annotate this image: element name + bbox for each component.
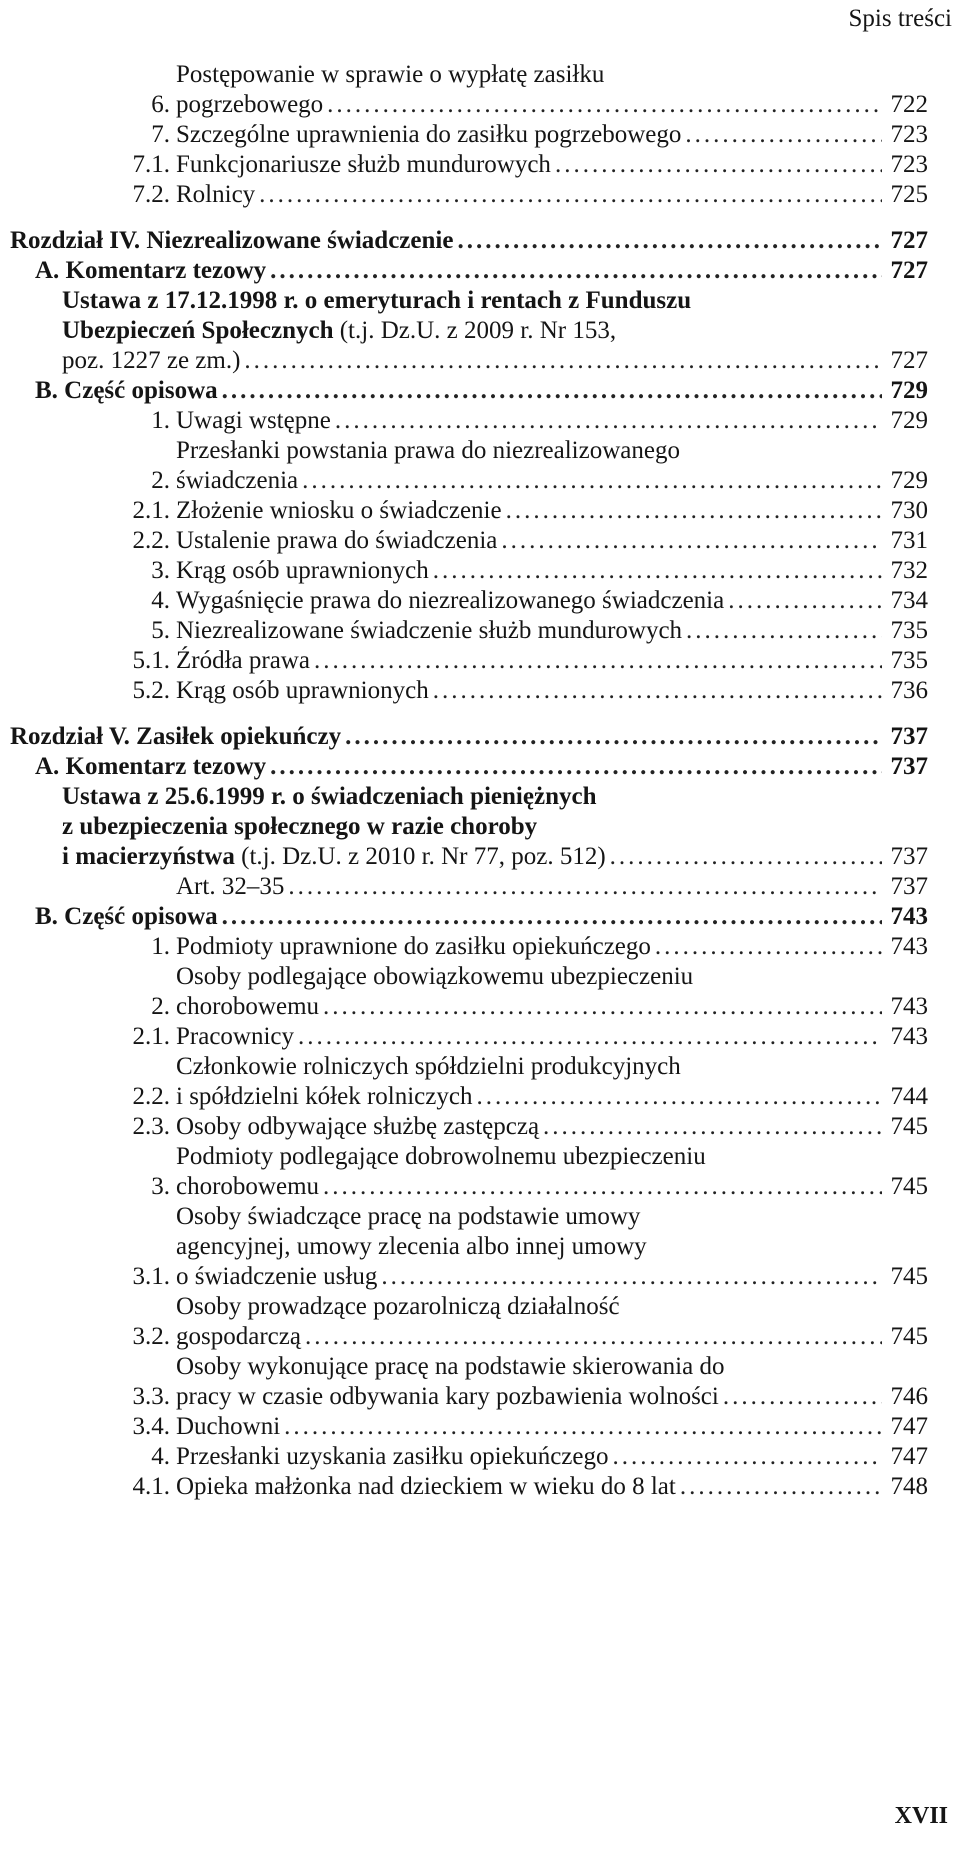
toc-entry-title [176, 436, 882, 496]
toc-entry-title-last-line: Podmioty uprawnione do zasiłku opiekuńczego ..... [176, 932, 882, 962]
toc-entry-title-last-line: chorobowemu ..... [176, 1172, 882, 1202]
toc-entry [10, 286, 928, 376]
toc-entry-title-last-line: chorobowemu ..... [176, 992, 882, 1022]
dot-leader [429, 676, 882, 706]
toc-entry-number: 2.2. [132, 1083, 170, 1110]
toc-entry [10, 902, 928, 932]
toc-entry-page-number: 725 [890, 181, 928, 208]
toc-entry-title [176, 1412, 882, 1442]
toc-entry [10, 722, 928, 752]
toc-entry [10, 1052, 928, 1112]
dot-leader [676, 1472, 882, 1502]
toc-entry-title-line: Podmioty podlegające dobrowolnemu ubezpieczeniu [176, 1143, 706, 1170]
toc-entry-number: 3. [151, 1173, 170, 1200]
toc-entry-number: 3.1. [132, 1263, 170, 1290]
dot-leader [310, 646, 882, 676]
toc-entry-title [10, 226, 882, 256]
toc-entry-page-number: 727 [890, 347, 928, 374]
toc-entry-title-last-line: Szczególne uprawnienia do zasiłku pogrzebowego ..... [176, 120, 882, 150]
dot-leader [539, 1112, 882, 1142]
toc-entry-number: 5.2. [132, 677, 170, 704]
toc-entry [10, 1352, 928, 1412]
toc-entry-title-last-line: Rozdział V. Zasiłek opiekuńczy ..... [10, 722, 882, 752]
toc-entry-title-last-line: Krąg osób uprawnionych ..... [176, 676, 882, 706]
toc-entry-title-line: Osoby wykonujące pracę na podstawie skierowania do [176, 1353, 725, 1380]
toc-entry-title [176, 1202, 882, 1292]
dot-leader [218, 902, 882, 932]
toc-entry-title [176, 1352, 882, 1412]
toc-entry [10, 120, 928, 150]
toc-entry-title [176, 1022, 882, 1052]
toc-entry-title-line: Przesłanki powstania prawa do niezrealizowanego [176, 437, 680, 464]
toc-entry-page-number: 729 [890, 407, 928, 434]
toc-entry-number: 3.4. [132, 1413, 170, 1440]
dot-leader [429, 556, 882, 586]
toc-entry-number: 5. [151, 617, 170, 644]
toc-entry-title-last-line: Pracownicy ..... [176, 1022, 882, 1052]
toc-entry-number: 2.1. [132, 1023, 170, 1050]
toc-entry-number: 3.3. [132, 1383, 170, 1410]
toc-entry-page-number: 737 [890, 843, 928, 870]
toc-entry-title [176, 1112, 882, 1142]
toc-entry-page-number: 745 [890, 1323, 928, 1350]
toc-entry-page-number: 727 [890, 227, 928, 254]
dot-leader [651, 932, 882, 962]
dot-leader [341, 722, 882, 752]
toc-entry-page-number: 737 [890, 873, 928, 900]
toc-entry-page-number: 734 [890, 587, 928, 614]
toc-entry-page-number: 746 [890, 1383, 928, 1410]
toc-entry [10, 646, 928, 676]
toc-entry-number: 4.1. [132, 1473, 170, 1500]
toc-entry-title-last-line: poz. 1227 ze zm.) ..... [62, 346, 882, 376]
toc-entry-title [176, 1472, 882, 1502]
toc-entry [10, 226, 928, 256]
toc-entry-page-number: 723 [890, 151, 928, 178]
dot-leader [240, 346, 882, 376]
toc-entry-number: 1. [151, 407, 170, 434]
toc-entry-title-last-line: B. Część opisowa ..... [35, 376, 882, 406]
toc-entry-title-last-line: Opieka małżonka nad dzieckiem w wieku do 8 lat ..... [176, 1472, 882, 1502]
toc-entry-title-last-line: Przesłanki uzyskania zasiłku opiekuńczego ..... [176, 1442, 882, 1472]
toc-entry-title [176, 556, 882, 586]
toc-entry-page-number: 736 [890, 677, 928, 704]
toc-entry [10, 616, 928, 646]
toc-entry-title [176, 150, 882, 180]
page-folio: XVII [894, 1803, 948, 1829]
toc-entry-title-last-line: i spółdzielni kółek rolniczych ..... [176, 1082, 882, 1112]
toc-entry-title-last-line: i macierzyństwa (t.j. Dz.U. z 2010 r. Nr 77, poz. 512) ..... [62, 842, 882, 872]
dot-leader [301, 1322, 882, 1352]
toc-entry-number: 5.1. [132, 647, 170, 674]
dot-leader [719, 1382, 882, 1412]
toc-entry [10, 180, 928, 210]
toc-entry-page-number: 743 [890, 1023, 928, 1050]
toc-entry [10, 556, 928, 586]
dot-leader [323, 90, 882, 120]
toc-entry-page-number: 745 [890, 1173, 928, 1200]
toc-entry-title [176, 526, 882, 556]
toc-entry-number: 4. [151, 1443, 170, 1470]
toc-entry-title-line: Osoby podlegające obowiązkowemu ubezpieczeniu [176, 963, 694, 990]
dot-leader [218, 376, 882, 406]
toc-entry-title-last-line: o świadczenie usług ..... [176, 1262, 882, 1292]
toc-entry-page-number: 727 [890, 257, 928, 284]
toc-entry-number: 7.2. [132, 181, 170, 208]
toc-entry-title-last-line: Złożenie wniosku o świadczenie ..... [176, 496, 882, 526]
toc-entry [10, 1142, 928, 1202]
toc-entry-title [176, 932, 882, 962]
toc-entry-title-last-line: Art. 32–35 ..... [176, 872, 882, 902]
dot-leader [255, 180, 882, 210]
toc-entry-title [176, 1142, 882, 1202]
toc-entry [10, 256, 928, 286]
table-of-contents [10, 60, 928, 1502]
dot-leader [497, 526, 882, 556]
dot-leader [280, 1412, 882, 1442]
toc-entry-number: 3. [151, 557, 170, 584]
toc-entry-title-last-line: gospodarczą ..... [176, 1322, 882, 1352]
toc-entry [10, 1292, 928, 1352]
toc-entry [10, 782, 928, 872]
toc-entry-page-number: 743 [890, 933, 928, 960]
toc-entry-title-last-line: Wygaśnięcie prawa do niezrealizowanego świadczenia ..... [176, 586, 882, 616]
toc-entry-title-last-line: Niezrealizowane świadczenie służb mundurowych ..... [176, 616, 882, 646]
running-head: Spis treści [848, 5, 952, 32]
dot-leader [453, 226, 882, 256]
toc-entry-title-last-line: Ustalenie prawa do świadczenia ..... [176, 526, 882, 556]
toc-entry-title-last-line: Rozdział IV. Niezrealizowane świadczenie ..... [10, 226, 882, 256]
toc-entry-title [176, 1292, 882, 1352]
toc-entry-title [10, 722, 882, 752]
toc-entry [10, 496, 928, 526]
toc-entry-title [176, 406, 882, 436]
toc-entry [10, 752, 928, 782]
toc-entry-title-line: Ustawa z 25.6.1999 r. o świadczeniach pieniężnych [62, 783, 597, 810]
toc-entry-title-line: z ubezpieczenia społecznego w razie choroby [62, 813, 538, 840]
toc-entry [10, 1472, 928, 1502]
toc-entry [10, 1412, 928, 1442]
toc-entry [10, 676, 928, 706]
dot-leader [331, 406, 882, 436]
toc-entry-number: 6. [151, 91, 170, 118]
dot-leader [319, 992, 882, 1022]
toc-entry-number: 4. [151, 587, 170, 614]
toc-entry-page-number: 729 [890, 377, 928, 404]
toc-entry-title [176, 180, 882, 210]
toc-entry [10, 60, 928, 120]
dot-leader [472, 1082, 882, 1112]
toc-entry-title [35, 376, 882, 406]
toc-entry-title-last-line: Duchowni ..... [176, 1412, 882, 1442]
toc-entry-page-number: 735 [890, 647, 928, 674]
dot-leader [319, 1172, 882, 1202]
toc-entry-title [176, 676, 882, 706]
dot-leader [606, 842, 882, 872]
toc-entry-title-last-line: pracy w czasie odbywania kary pozbawienia wolności ..... [176, 1382, 882, 1412]
toc-entry-title-last-line: Źródła prawa ..... [176, 646, 882, 676]
toc-entry-page-number: 730 [890, 497, 928, 524]
toc-entry-number: 7.1. [132, 151, 170, 178]
toc-entry-number: 7. [151, 121, 170, 148]
toc-entry [10, 1112, 928, 1142]
toc-entry-number: 3.2. [132, 1323, 170, 1350]
toc-entry-title [35, 902, 882, 932]
toc-entry-title [176, 872, 882, 902]
toc-entry [10, 932, 928, 962]
toc-entry-page-number: 748 [890, 1473, 928, 1500]
toc-entry-page-number: 747 [890, 1443, 928, 1470]
toc-entry-page-number: 732 [890, 557, 928, 584]
dot-leader [502, 496, 882, 526]
dot-leader [609, 1442, 883, 1472]
toc-entry [10, 586, 928, 616]
toc-entry-title [62, 782, 882, 872]
toc-entry [10, 406, 928, 436]
toc-entry-title-last-line: A. Komentarz tezowy ..... [35, 752, 882, 782]
toc-entry-page-number: 747 [890, 1413, 928, 1440]
toc-entry-page-number: 729 [890, 467, 928, 494]
toc-entry-title [176, 646, 882, 676]
toc-entry-title [176, 1052, 882, 1112]
dot-leader [724, 586, 882, 616]
toc-entry-title-line: Członkowie rolniczych spółdzielni produkcyjnych [176, 1053, 681, 1080]
dot-leader [377, 1262, 882, 1292]
toc-entry [10, 962, 928, 1022]
toc-entry-page-number: 722 [890, 91, 928, 118]
toc-entry-number: 2.1. [132, 497, 170, 524]
dot-leader [284, 872, 882, 902]
toc-entry-title-line: Ustawa z 17.12.1998 r. o emeryturach i rentach z Funduszu [62, 287, 692, 314]
toc-entry-page-number: 723 [890, 121, 928, 148]
toc-entry-title [176, 120, 882, 150]
toc-entry-title-last-line: pogrzebowego ..... [176, 90, 882, 120]
toc-entry-page-number: 731 [890, 527, 928, 554]
dot-leader [298, 466, 882, 496]
toc-entry [10, 376, 928, 406]
toc-entry-title [176, 616, 882, 646]
toc-entry-title [62, 286, 882, 376]
toc-entry-page-number: 735 [890, 617, 928, 644]
toc-entry-page-number: 745 [890, 1263, 928, 1290]
toc-entry [10, 150, 928, 180]
dot-leader [681, 120, 882, 150]
toc-entry-number: 1. [151, 933, 170, 960]
toc-entry-title-last-line: Funkcjonariusze służb mundurowych ..... [176, 150, 882, 180]
toc-entry-title [176, 496, 882, 526]
toc-entry-title [35, 256, 882, 286]
toc-entry-number: 2.3. [132, 1113, 170, 1140]
toc-entry-title [176, 586, 882, 616]
toc-entry-title-last-line: Rolnicy ..... [176, 180, 882, 210]
toc-entry [10, 526, 928, 556]
toc-entry-title-last-line: A. Komentarz tezowy ..... [35, 256, 882, 286]
toc-entry-number: 2. [151, 467, 170, 494]
toc-entry-title-line: Osoby prowadzące pozarolniczą działalność [176, 1293, 620, 1320]
toc-entry [10, 436, 928, 496]
toc-entry-page-number: 744 [890, 1083, 928, 1110]
toc-entry-title [176, 60, 882, 120]
toc-entry-title [176, 1442, 882, 1472]
toc-entry [10, 1022, 928, 1052]
toc-entry-number: 2.2. [132, 527, 170, 554]
toc-entry-title-line: Postępowanie w sprawie o wypłatę zasiłku [176, 61, 605, 88]
toc-entry-page-number: 737 [890, 753, 928, 780]
toc-entry-title [176, 962, 882, 1022]
toc-entry-title-line: Ubezpieczeń Społecznych (t.j. Dz.U. z 2009 r. Nr 153, [62, 317, 617, 344]
toc-entry-title [35, 752, 882, 782]
toc-entry-title-line: Osoby świadczące pracę na podstawie umowy [176, 1203, 641, 1230]
toc-entry-title-last-line: Osoby odbywające służbę zastępczą ..... [176, 1112, 882, 1142]
dot-leader [294, 1022, 882, 1052]
dot-leader [682, 616, 882, 646]
toc-entry-page-number: 743 [890, 903, 928, 930]
toc-entry-title-last-line: świadczenia ..... [176, 466, 882, 496]
toc-entry-number: 2. [151, 993, 170, 1020]
toc-entry-title-last-line: Krąg osób uprawnionych ..... [176, 556, 882, 586]
toc-entry-title-last-line: Uwagi wstępne ..... [176, 406, 882, 436]
toc-entry-page-number: 743 [890, 993, 928, 1020]
dot-leader [266, 752, 882, 782]
dot-leader [266, 256, 882, 286]
toc-entry [10, 1202, 928, 1292]
toc-entry [10, 1442, 928, 1472]
toc-entry-page-number: 737 [890, 723, 928, 750]
toc-entry-title-line: agencyjnej, umowy zlecenia albo innej umowy [176, 1233, 647, 1260]
toc-entry-page-number: 745 [890, 1113, 928, 1140]
dot-leader [551, 150, 882, 180]
toc-entry-title-last-line: B. Część opisowa ..... [35, 902, 882, 932]
toc-entry [10, 872, 928, 902]
